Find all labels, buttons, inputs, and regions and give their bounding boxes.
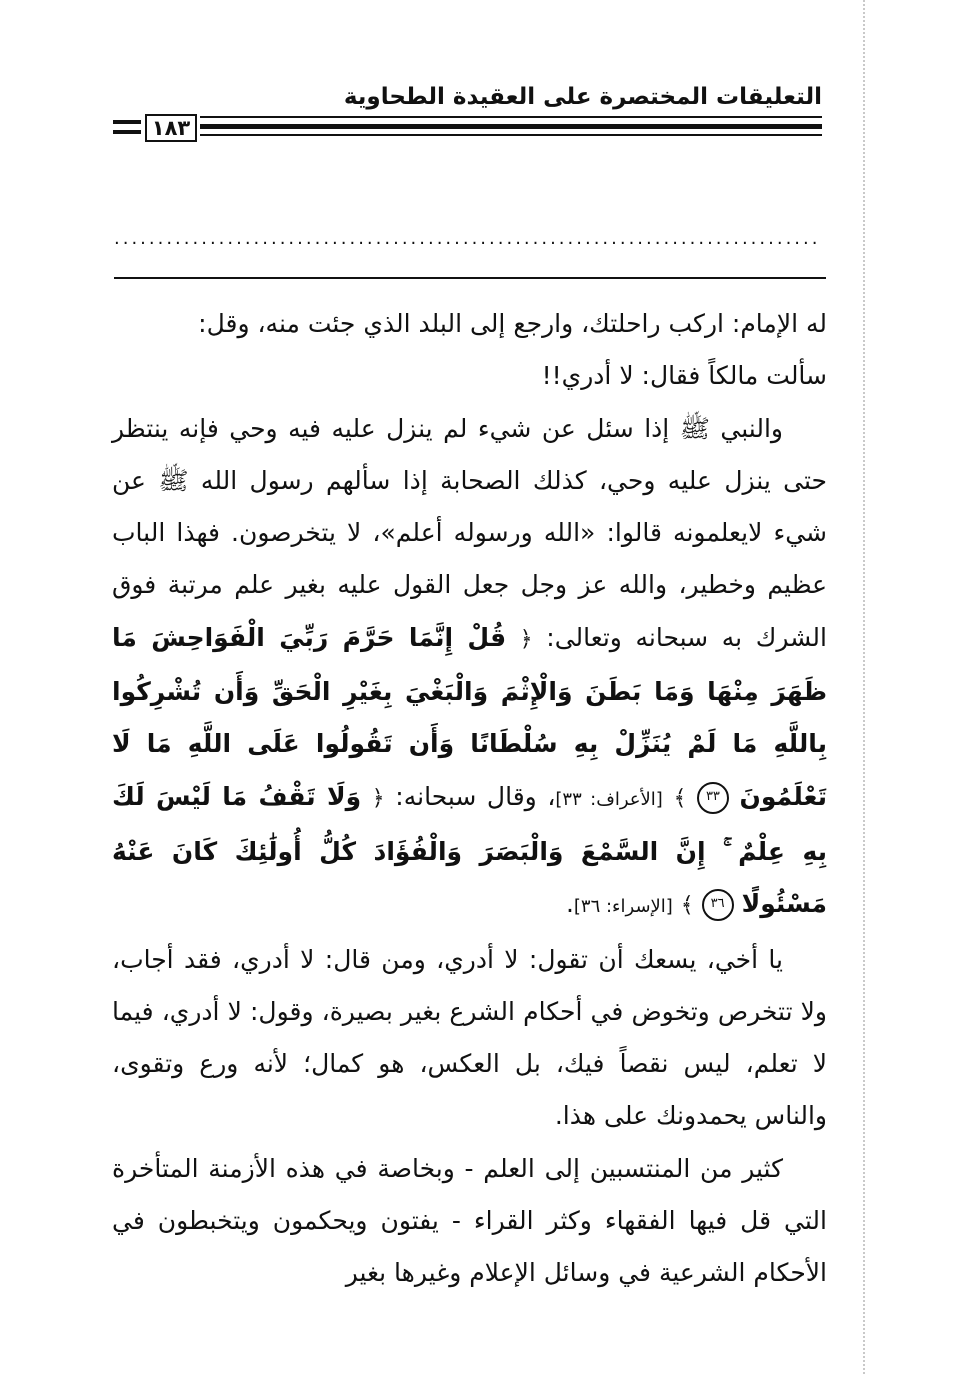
footnote-dot-leader: ................................................................................. <box>114 228 821 249</box>
page-number-dash-top <box>113 120 141 124</box>
verse-1-open-bracket: ﴿ <box>519 626 533 652</box>
verse-1-close-bracket: ﴾ <box>673 785 687 811</box>
verse-2-close-bracket: ﴾ <box>680 893 694 919</box>
footnote-separator <box>114 277 826 279</box>
paragraph-2 <box>112 403 827 934</box>
running-title: التعليقات المختصرة على العقيدة الطحاوية <box>343 84 822 110</box>
page-number: ١٨٣ <box>145 114 197 142</box>
verse-connector: ، وقال سبحانه: <box>395 781 556 811</box>
verse-1-text: قُلْ إِنَّمَا حَرَّمَ رَبِّيَ الْفَوَاحِشَ مَا ظَهَرَ مِنْهَا وَمَا بَطَنَ وَالْإِثْمَ وَالْبَغْيَ بِغَيْرِ الْحَقِّ وَأَن تُشْرِكُوا بِاللَّهِ مَا لَمْ يُنَزِّلْ بِهِ سُلْطَانًا وَأَن تَقُولُوا عَلَى اللَّهِ مَا لَا تَعْلَمُونَ <box>112 622 828 811</box>
paragraph-2-end: . <box>565 889 574 919</box>
header-rule-thick <box>200 124 822 129</box>
verse-1-reference: [الأعراف: ٣٣] <box>555 788 663 810</box>
verse-1-number-marker: ٣٣ <box>697 782 729 814</box>
header-rule-bottom <box>200 134 822 136</box>
paragraph-1-line-1: له الإمام: اركب راحلتك، وارجع إلى البلد الذي جئت منه، وقل: <box>198 309 827 338</box>
paragraph-1 <box>112 298 827 403</box>
paragraph-2-text: والنبي ﷺ إذا سئل عن شيء لم ينزل عليه فيه وحي فإنه ينتظر حتى ينزل عليه وحي، كذلك الصحابة إذا سألهم رسول الله ﷺ عن شيء لايعلمونه قالوا: «الله ورسوله أعلم»، لا يتخرصون. فهذا الباب عظيم وخطير، والله عز وجل جعل القول عليه بغير علم مرتبة فوق الشرك به سبحانه وتعالى: <box>112 413 827 652</box>
main-text <box>112 298 827 1300</box>
paragraph-4: كثير من المنتسبين إلى العلم - وبخاصة في هذه الأزمنة المتأخرة التي قل فيها الفقهاء وكثر القراء - يفتون ويحكمون ويتخبطون في الأحكام الشرعية في وسائل الإعلام وغيرها بغير <box>112 1153 827 1288</box>
paragraph-3: يا أخي، يسعك أن تقول: لا أدري، ومن قال: لا أدري، فقد أجاب، ولا تتخرص وتخوض في أحكام الشرع بغير بصيرة، وقول: لا أدري، فيما لا تعلم، ليس نقصاً فيك، بل العكس، هو كمال؛ لأنه ورع وتقوى، والناس يحمدونك على هذا. <box>112 944 827 1131</box>
verse-2-reference: [الإسراء: ٣٦] <box>573 896 673 918</box>
verse-2-number-marker: ٣٦ <box>702 889 734 921</box>
scan-edge-line <box>863 0 865 1374</box>
verse-2-text: وَلَا تَقْفُ مَا لَيْسَ لَكَ بِهِ عِلْمٌ ۚ إِنَّ السَّمْعَ وَالْبَصَرَ وَالْفُؤَادَ كُلُّ أُولَٰئِكَ كَانَ عَنْهُ مَسْئُولًا <box>112 781 827 919</box>
header-rule-top <box>200 116 822 118</box>
page-number-dash-bottom <box>113 130 141 134</box>
paragraph-1-line-2: سألت مالكاً فقال: لا أدري!! <box>541 361 827 391</box>
verse-2-open-bracket: ﴿ <box>371 785 385 811</box>
